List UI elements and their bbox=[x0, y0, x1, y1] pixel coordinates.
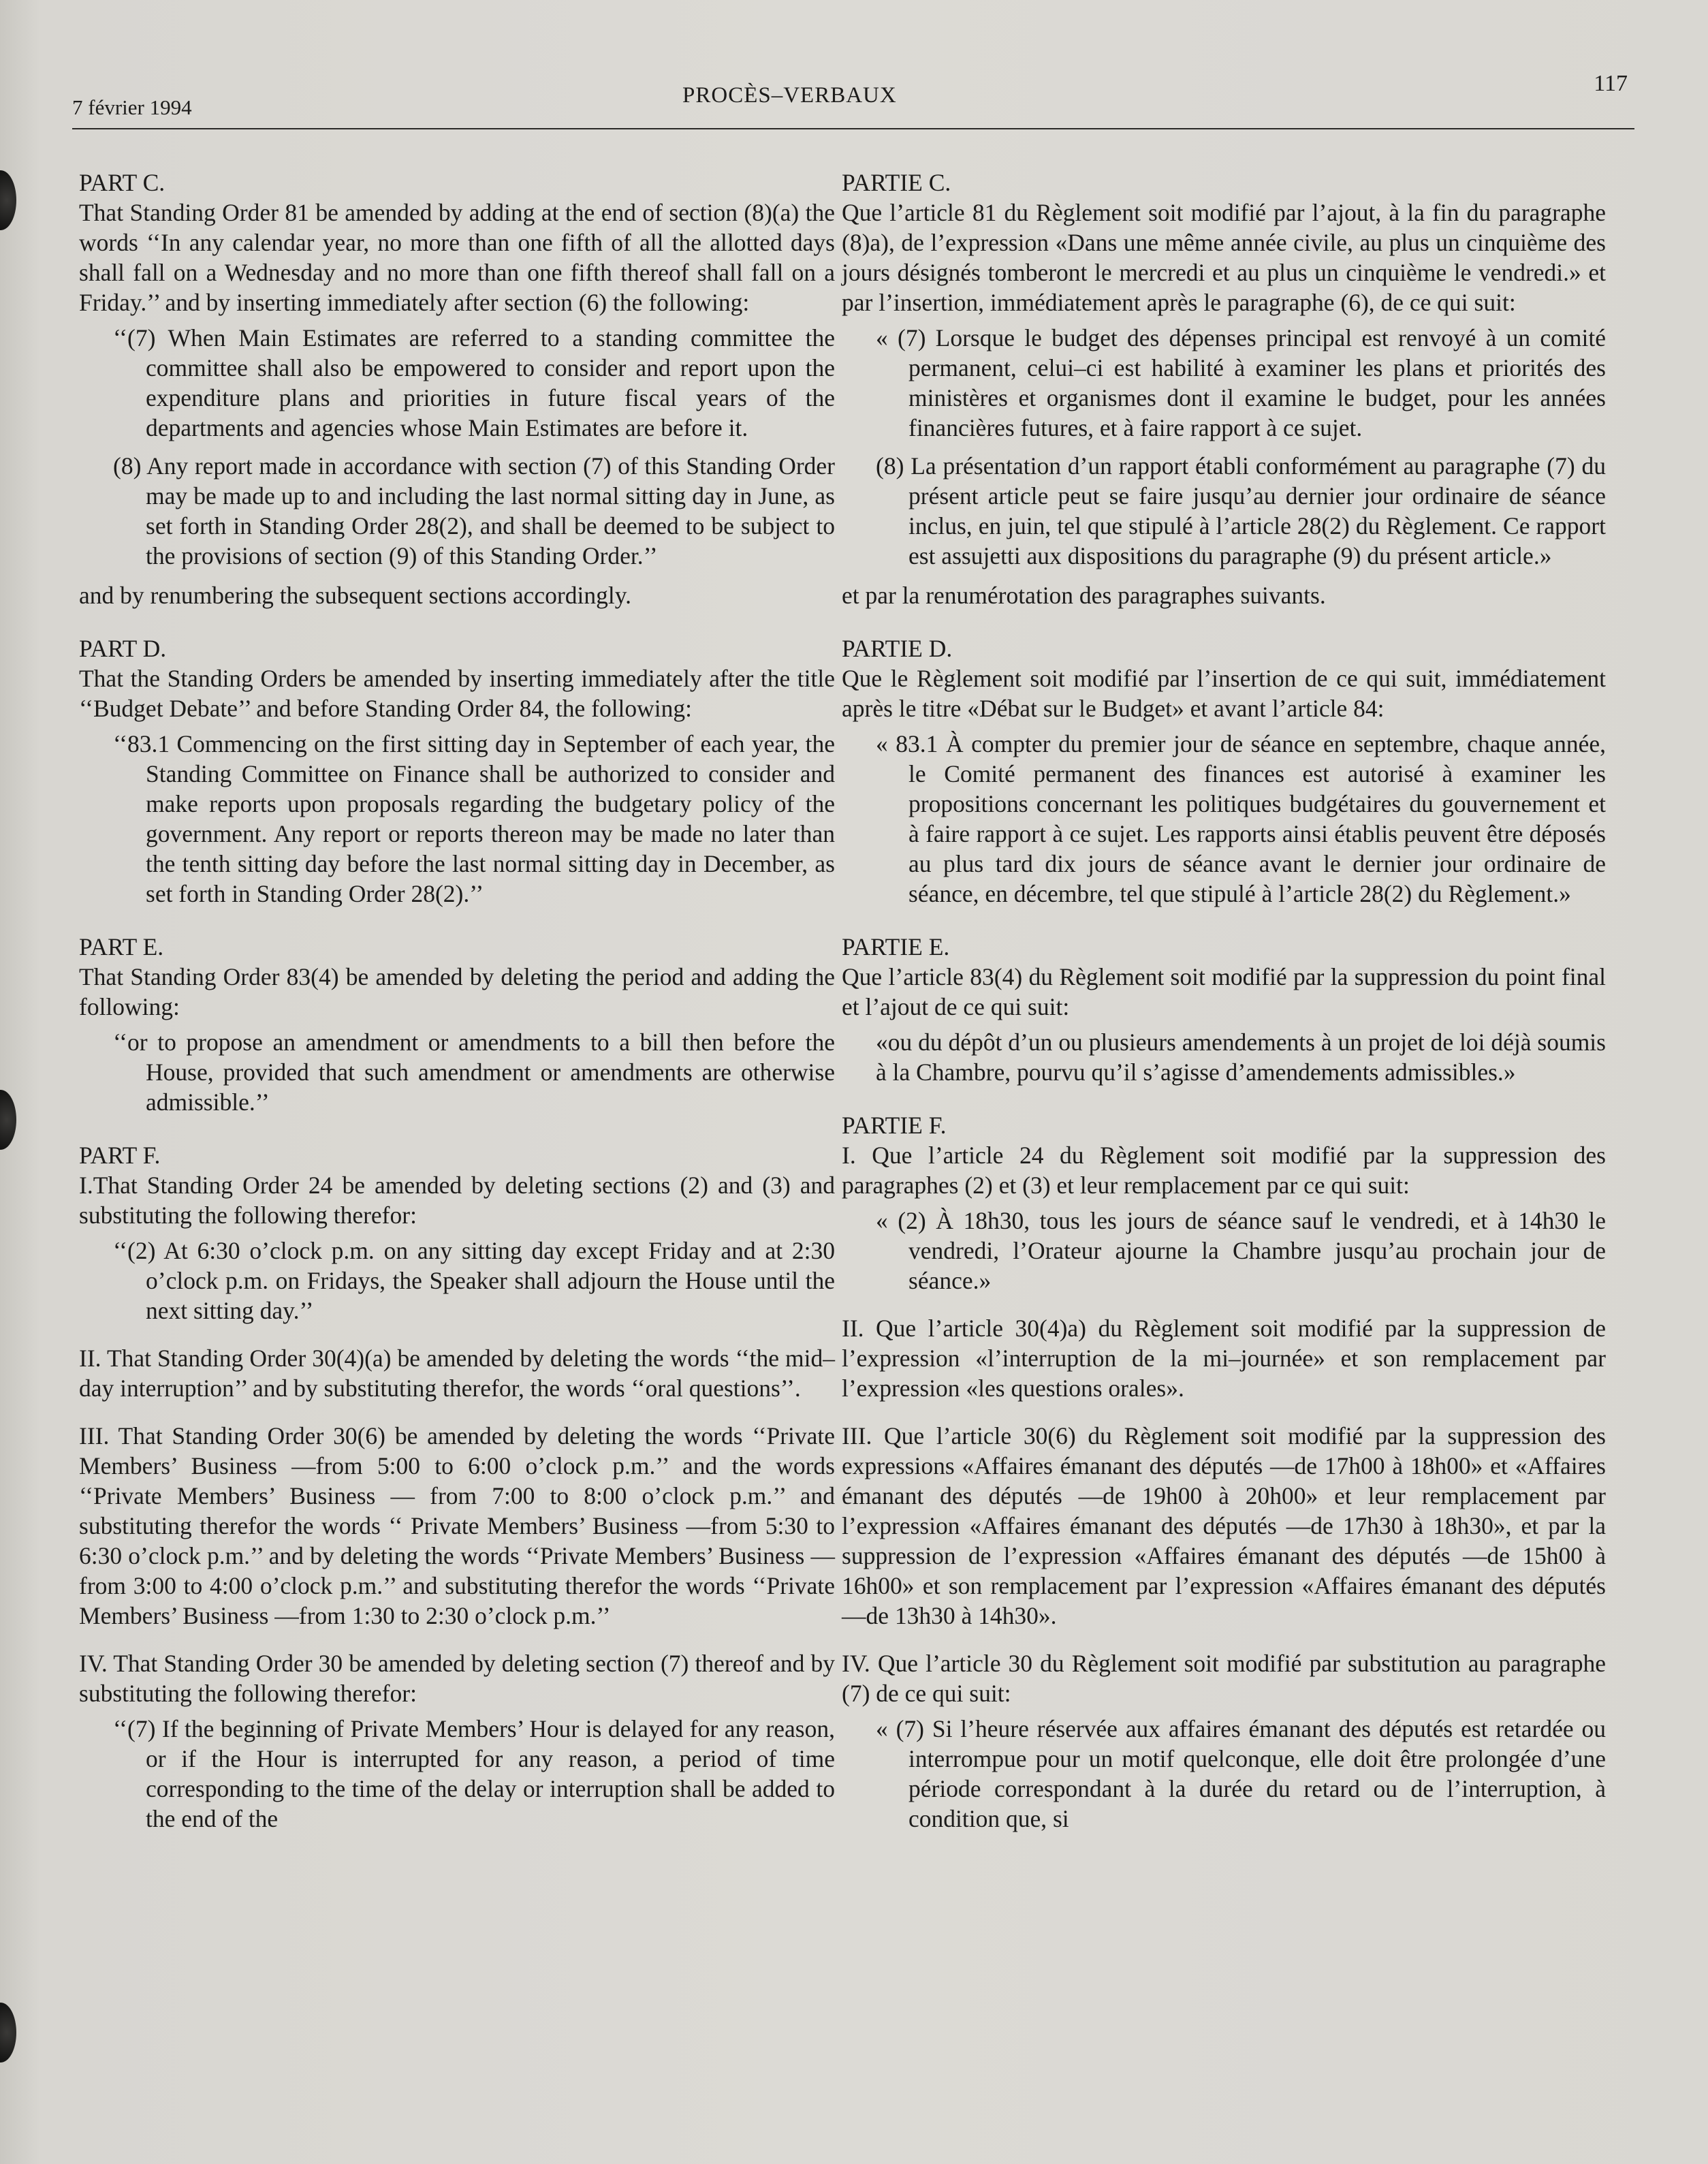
binder-hole bbox=[0, 2003, 16, 2063]
paragraph: That Standing Order 83(4) be amended by deleting the period and adding the following: bbox=[79, 963, 835, 1020]
paragraph: and by renumbering the subsequent sections accordingly. bbox=[79, 582, 632, 609]
section-title: PARTIE F. bbox=[842, 1112, 947, 1139]
part-c-en bbox=[79, 168, 835, 610]
quoted-text: «ou du dépôt d’un ou plusieurs amendements à un projet de loi déjà soumis à la Chambre, pourvu qu’il s’agisse d’amendements admissibles.» bbox=[876, 1029, 1606, 1086]
header-rule bbox=[72, 128, 1634, 129]
english-column bbox=[79, 168, 835, 1857]
quoted-text: (8) Any report made in accordance with section (7) of this Standing Order may be made up to and including the last normal sitting day in June, as set forth in Standing Order 28(2), and shall be deemed to be subject to the provisions of section (9) of this Standing Order.’’ bbox=[113, 452, 835, 569]
binder-hole bbox=[0, 1090, 16, 1150]
quoted-text: ‘‘83.1 Commencing on the first sitting day in September of each year, the Standing Committee on Finance shall be authorized to consider and make reports upon proposals regarding the budgetary policy of the government. Any report or reports thereon may be made no later than the tenth sitting day before the last normal sitting day in December, as set forth in Standing Order 28(2).’’ bbox=[113, 730, 835, 907]
paragraph: I. Que l’article 24 du Règlement soit modifié par la suppression des paragraphes (2) et (3) et leur remplacement par ce qui suit: bbox=[842, 1142, 1606, 1199]
header-date: 7 février 1994 bbox=[72, 95, 192, 119]
quoted-text: ‘‘(7) If the beginning of Private Members’ Hour is delayed for any reason, or if the Hour is interrupted for any reason, a period of time corresponding to the time of the delay or interruption shall be added to the end of the bbox=[113, 1715, 835, 1832]
paragraph: Que l’article 81 du Règlement soit modifié par l’ajout, à la fin du paragraphe (8)a), de l’expression «Dans une même année civile, au plus un cinquième des jours désignés tomberont le mercredi et au plus un cinquième le vendredi.» et par l’insertion, immédiatement après le paragraphe (6), de ce qui suit: bbox=[842, 199, 1606, 316]
section-title: PART D. bbox=[79, 635, 167, 662]
header-title: PROCÈS–VERBAUX bbox=[682, 83, 897, 108]
section-title: PARTIE C. bbox=[842, 169, 951, 196]
page-header bbox=[65, 68, 1634, 134]
paragraph: I.That Standing Order 24 be amended by deleting sections (2) and (3) and substituting the following therefor: bbox=[79, 1172, 835, 1229]
quoted-text: « (7) Lorsque le budget des dépenses principal est renvoyé à un comité permanent, celui–ci est habilité à examiner les plans et priorités des ministères et organismes dont il examine le budget, pour les années financières futures, et à faire rapport à ce sujet. bbox=[876, 324, 1606, 441]
part-d-en bbox=[79, 633, 835, 909]
paragraph: II. That Standing Order 30(4)(a) be amended by deleting the words ‘‘the mid–day interruption’’ and by substituting therefor, the words ‘‘oral questions’’. bbox=[79, 1345, 835, 1402]
paragraph: That the Standing Orders be amended by inserting immediately after the title ‘‘Budget Debate’’ and before Standing Order 84, the following: bbox=[79, 665, 835, 722]
binder-hole bbox=[0, 170, 16, 230]
paragraph: IV. That Standing Order 30 be amended by deleting section (7) thereof and by substituting the following therefor: bbox=[79, 1650, 835, 1707]
section-title: PARTIE D. bbox=[842, 635, 953, 662]
paragraph: That Standing Order 81 be amended by adding at the end of section (8)(a) the words ‘‘In any calendar year, no more than one fifth of all the allotted days shall fall on a Wednesday and no more than one fifth thereof shall fall on a Friday.’’ and by inserting immediately after section (6) the following: bbox=[79, 199, 835, 316]
quoted-text: ‘‘or to propose an amendment or amendments to a bill then before the House, provided that such amendment or amendments are otherwise admissible.’’ bbox=[113, 1029, 835, 1116]
paragraph: III. Que l’article 30(6) du Règlement soit modifié par la suppression des expressions «Affaires émanant des députés —de 17h00 à 18h00» et «Affaires émanant des députés —de 19h00 à 20h00» et leur remplacement par l’expression «Affaires émanant des députés —de 17h30 à 18h30», et par la suppression de l’expression «Affaires émanant des députés —de 15h00 à 16h00» et son remplacement par l’expression «Affaires émanant des députés —de 13h30 à 14h30». bbox=[842, 1422, 1606, 1629]
french-column bbox=[842, 168, 1606, 1857]
part-e-en bbox=[79, 932, 835, 1117]
section-title: PARTIE E. bbox=[842, 933, 950, 960]
section-title: PART F. bbox=[79, 1142, 161, 1169]
part-c-fr bbox=[842, 168, 1606, 610]
paragraph: IV. Que l’article 30 du Règlement soit modifié par substitution au paragraphe (7) de ce qui suit: bbox=[842, 1650, 1606, 1707]
part-d-fr bbox=[842, 633, 1606, 909]
paragraph: Que le Règlement soit modifié par l’insertion de ce qui suit, immédiatement après le titre «Débat sur le Budget» et avant l’article 84: bbox=[842, 665, 1606, 722]
part-f-fr bbox=[842, 1110, 1606, 1834]
section-title: PART C. bbox=[79, 169, 165, 196]
page-number: 117 bbox=[1594, 71, 1628, 96]
part-f-en bbox=[79, 1140, 835, 1834]
paragraph: Que l’article 83(4) du Règlement soit modifié par la suppression du point final et l’ajout de ce qui suit: bbox=[842, 963, 1606, 1020]
paragraph: III. That Standing Order 30(6) be amended by deleting the words ‘‘Private Members’ Business —from 5:00 to 6:00 o’clock p.m.’’ and the words ‘‘Private Members’ Business — from 7:00 to 8:00 o’clock p.m.’’ and substituting therefor the words ‘‘ Private Members’ Business —from 5:30 to 6:30 o’clock p.m.’’ and by deleting the words ‘‘Private Members’ Business —from 3:00 to 4:00 o’clock p.m.’’ and substituting therefor the words ‘‘Private Members’ Business —from 1:30 to 2:30 o’clock p.m.’’ bbox=[79, 1422, 835, 1629]
quoted-text: ‘‘(2) At 6:30 o’clock p.m. on any sitting day except Friday and at 2:30 o’clock p.m. on Fridays, the Speaker shall adjourn the House until the next sitting day.’’ bbox=[113, 1237, 835, 1324]
part-e-fr bbox=[842, 932, 1606, 1087]
quoted-text: « 83.1 À compter du premier jour de séance en septembre, chaque année, le Comité permanent des finances est autorisé à examiner les propositions concernant les politiques budgétaires du gouvernement et à faire rapport à ce sujet. Les rapports ainsi établis peuvent être déposés au plus tard dix jours de séance avant le dernier jour ordinaire de séance, en décembre, tel que stipulé à l’article 28(2) du Règlement.» bbox=[876, 730, 1606, 907]
paragraph: et par la renumérotation des paragraphes suivants. bbox=[842, 582, 1326, 609]
quoted-text: (8) La présentation d’un rapport établi conformément au paragraphe (7) du présent article peut se faire jusqu’au dernier jour ordinaire de séance inclus, en juin, tel que stipulé à l’article 28(2) du Règlement. Ce rapport est assujetti aux dispositions du paragraphe (9) du présent article.» bbox=[876, 452, 1606, 569]
quoted-text: « (2) À 18h30, tous les jours de séance sauf le vendredi, et à 14h30 le vendredi, l’Orateur ajourne la Chambre jusqu’au prochain jour de séance.» bbox=[876, 1207, 1606, 1294]
quoted-text: ‘‘(7) When Main Estimates are referred to a standing committee the committee shall also be empowered to consider and report upon the expenditure plans and priorities in future fiscal years of the departments and agencies whose Main Estimates are before it. bbox=[113, 324, 835, 441]
quoted-text: « (7) Si l’heure réservée aux affaires émanant des députés est retardée ou interrompue pour un motif quelconque, elle doit être prolongée d’une période correspondant à la durée du retard ou de l’interruption, à condition que, si bbox=[876, 1715, 1606, 1832]
section-title: PART E. bbox=[79, 933, 164, 960]
paragraph: II. Que l’article 30(4)a) du Règlement soit modifié par la suppression de l’expression «l’interruption de la mi–journée» et son remplacement par l’expression «les questions orales». bbox=[842, 1315, 1606, 1402]
